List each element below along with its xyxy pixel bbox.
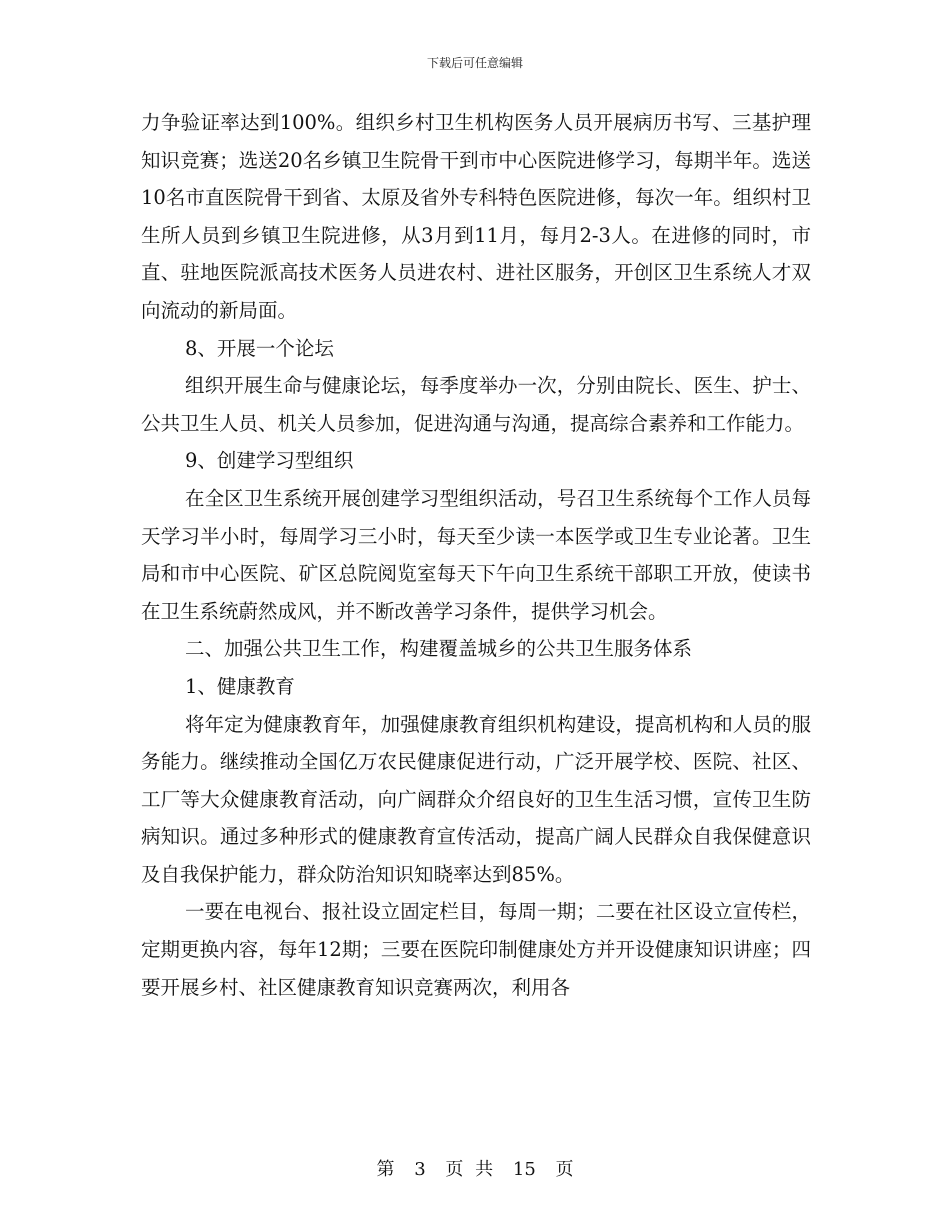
section-heading-1: 1、健康教育 — [185, 674, 295, 698]
paragraph-measures: 一要在电视台、报社设立固定栏目，每周一期；二要在社区设立宣传栏，定期更换内容，每年12期；三要在医院印制健康处方并开设健康知识讲座；四要开展乡村、社区健康教育知识竞赛两次，利用各 — [141, 900, 811, 999]
paragraph-learning-org: 在全区卫生系统开展创建学习型组织活动，号召卫生系统每个工作人员每天学习半小时，每周学习三小时，每天至少读一本医学或卫生专业论著。卫生局和市中心医院、矿区总院阅览室每天下午向卫生系统干部职工开放，使读书在卫生系统蔚然成风，并不断改善学习条件，提供学习机会。 — [141, 486, 811, 623]
footer-prefix: 第 — [376, 1159, 395, 1180]
chapter-heading-2: 二、加强公共卫生工作，构建覆盖城乡的公共卫生服务体系 — [185, 637, 693, 661]
page-header: 下载后可任意编辑 — [426, 56, 523, 70]
footer-current-page: 3 — [414, 1159, 426, 1180]
section-heading-9: 9、创建学习型组织 — [185, 449, 354, 473]
paragraph-continuation: 力争验证率达到100%。组织乡村卫生机构医务人员开展病历书写、三基护理知识竞赛；选送20名乡镇卫生院骨干到市中心医院进修学习，每期半年。选送10名市直医院骨干到省、太原及省外专科特色医院进修，每次一年。组织村卫生所人员到乡镇卫生院进修，从3月到11月，每月2-3人。在进修的同时，市直、驻地医院派高技术医务人员进农村、进社区服务，开创区卫生系统人才双向流动的新局面。 — [141, 111, 811, 322]
paragraph-forum: 组织开展生命与健康论坛，每季度举办一次，分别由院长、医生、护士、公共卫生人员、机关人员参加，促进沟通与沟通，提高综合素养和工作能力。 — [141, 374, 811, 435]
footer-total-pages: 15 — [512, 1159, 536, 1180]
paragraph-health-education: 将年定为健康教育年，加强健康教育组织机构建设，提高机构和人员的服务能力。继续推动全国亿万农民健康促进行动，广泛开展学校、医院、社区、工厂等大众健康教育活动，向广阔群众介绍良好的卫生生活习惯，宣传卫生防病知识。通过多种形式的健康教育宣传活动，提高广阔人民群众自我保健意识及自我保护能力，群众防治知识知晓率达到85%。 — [141, 712, 811, 886]
document-body — [141, 104, 811, 1006]
footer-suffix: 页 — [555, 1159, 574, 1180]
section-heading-8: 8、开展一个论坛 — [185, 336, 334, 360]
page-footer — [0, 1155, 950, 1181]
footer-middle: 页 共 — [445, 1159, 494, 1180]
